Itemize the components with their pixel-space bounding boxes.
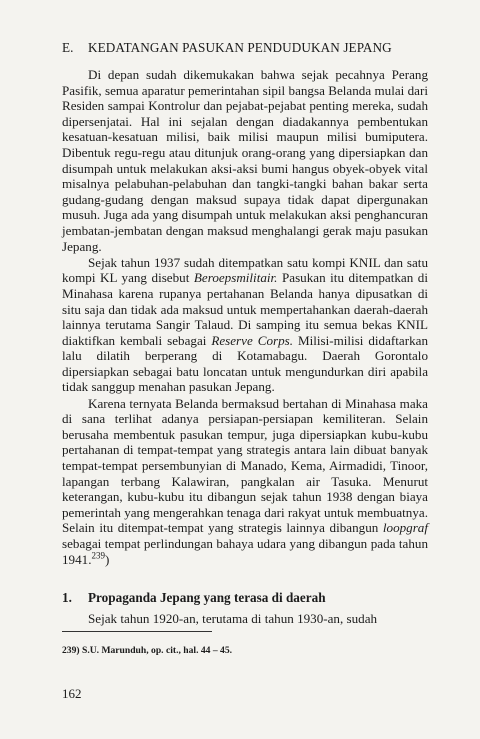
paragraph-2-italic-term: Beroepsmilitair.: [193, 270, 278, 286]
footnote: 239) S.U. Marunduh, op. cit., hal. 44 – 45.: [62, 645, 233, 656]
paragraph-3-italic-term: loopgraf: [382, 520, 428, 536]
subsection-text: Sejak tahun 1920-an, terutama di tahun 1930-an, sudah: [88, 611, 378, 626]
subsection-number: 1.: [62, 590, 72, 605]
paragraph-3-text-a: Karena ternyata Belanda bermaksud bertahan di Minahasa maka di sana terlihat adanya persiapan-persiapan kemiliteran. Selain berusaha membentuk pasukan tempur, juga dipersiapkan kubu-kubu pertahanan di tempat-tempat yang strategis antara lain dibuat banyak tempat-tempat persembunyian di Manado, Kema, Airmadidi, Tinoor, lapangan terbang Kalawiran, pangkalan air Tasuka. Menurut keterangan, kubu-kubu itu dibangun sejak tahun 1938 dengan biaya pemerintah yang mengerahkan tenaga dari rakyat untuk membuatnya. Selain itu ditempat-tempat yang strategis lainnya dibangun: [62, 395, 428, 536]
paragraph-2-text-b: Pasukan itu ditempatkan di Minahasa karena rupanya pertahanan Belanda hanya dipusatkan di situ saja dan tidak ada maksud untuk mempertahankan daerah-daerah lainnya terutama Sangir Talaud. Di samping itu semua bekas KNIL diaktifkan kembali sebagai: [62, 270, 428, 348]
paragraph-3-text-b: sebagai tempat perlindungan bahaya udara yang dibangun pada tahun 1941.: [62, 536, 428, 567]
paragraph-1: Di depan sudah dikemukakan bahwa sejak pecahnya Perang Pasifik, semua aparatur pemerintahan sipil bangsa Belanda mulai dari Residen sampai Kontrolur dan pejabat-pejabat penting mereka, sudah dipersenjatai. Hal ini sejalan dengan diadakannya pembentukan kesatuan-kesatuan milisi, baik milisi maupun milisi bumiputera. Dibentuk regu-regu atau ditunjuk orang-orang yang dipersiapkan dan disumpah untuk melakukan aksi-aksi bumi hangus obyek-obyek vital misalnya pelabuhan-pelabuhan dan tangki-tangki bahan bakar serta gudang-gudang dengan maksud supaya tidak dapat dipergunakan musuh. Juga ada yang disumpah untuk melakukan aksi penghancuran jembatan-jembatan dengan maksud menghalangi gerak maju pasukan Jepang.: [62, 67, 428, 254]
section-heading: [62, 40, 392, 56]
footnote-reference: 239: [91, 550, 105, 561]
paragraph-2-text-c: Milisi-milisi didaftarkan lalu dilatih berperang di Kotamabagu. Daerah Gorontalo dipersiapkan sebagai batu loncatan untuk mengundurkan diri apabila tidak sanggup menahan pasukan Jepang.: [62, 332, 428, 395]
footnote-divider: [62, 631, 212, 632]
paragraph-2: [62, 255, 428, 395]
paragraph-3: Karena ternyata Belanda bermaksud bertahan di Minahasa maka di sana terlihat adanya persiapan-persiapan kemiliteran. Selain berusaha membentuk pasukan tempur, juga dipersiapkan kubu-kubu pertahanan di tempat-tempat yang strategis antara lain dibuat banyak tempat-tempat persembunyian di Manado, Kema, Airmadidi, Tinoor, lapangan terbang Kalawiran, pangkalan air Tasuka. Menurut keterangan, kubu-kubu itu dibangun sejak tahun 1938 dengan biaya pemerintah yang mengerahkan tenaga dari rakyat untuk membuatnya. Selain itu ditempat-tempat yang strategis lainnya dibangun loopgraf sebagai tempat perlindungan bahaya udara yang dibangun pada tahun 1941.$^{239}$): [62, 395, 428, 567]
body-text: [62, 67, 428, 567]
page-number: 162: [62, 686, 82, 701]
paragraph-2-italic-term-2: Reserve Corps.: [211, 332, 294, 348]
subsection-heading: [62, 590, 326, 606]
subsection-title: Propaganda Jepang yang terasa di daerah: [88, 590, 326, 605]
section-title: KEDATANGAN PASUKAN PENDUDUKAN JEPANG: [88, 40, 392, 55]
section-number: E.: [62, 40, 74, 55]
paragraph-2-text-a: Sejak tahun 1937 sudah ditempatkan satu kompi KNIL dan satu kompi KL yang disebut: [62, 254, 428, 286]
